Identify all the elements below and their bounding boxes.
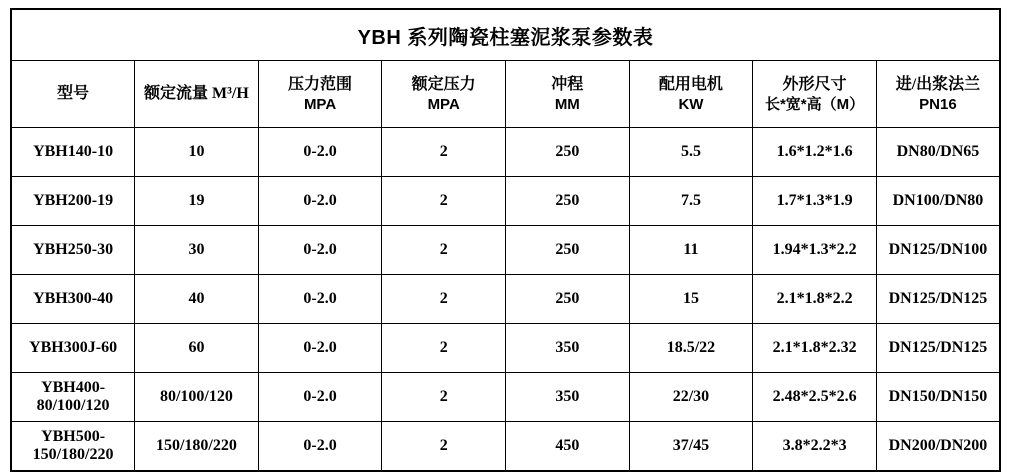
- cell-pressure-range: 0-2.0: [258, 177, 382, 226]
- column-header-motor-main: 配用电机: [658, 75, 723, 93]
- cell-rated-pressure: 2: [382, 226, 506, 275]
- cell-flange: DN80/DN65: [876, 128, 1000, 177]
- cell-model: YBH200-19: [11, 177, 135, 226]
- cell-model: YBH500-150/180/220: [11, 422, 135, 472]
- cell-rated-pressure: 2: [382, 128, 506, 177]
- column-header-rated-pressure-main: 额定压力: [411, 75, 476, 93]
- cell-rated-flow: 60: [135, 324, 259, 373]
- cell-dimensions: 2.1*1.8*2.2: [753, 275, 877, 324]
- table-title: YBH 系列陶瓷柱塞泥浆泵参数表: [11, 9, 1000, 61]
- table-header-row: [11, 61, 1000, 128]
- cell-dimensions: 3.8*2.2*3: [753, 422, 877, 472]
- cell-pressure-range: 0-2.0: [258, 275, 382, 324]
- cell-pressure-range: 0-2.0: [258, 422, 382, 472]
- table-row: [11, 177, 1000, 226]
- cell-rated-flow: 19: [135, 177, 259, 226]
- cell-motor: 18.5/22: [629, 324, 753, 373]
- column-header-model: [11, 61, 135, 128]
- table-row: [11, 226, 1000, 275]
- cell-stroke: 450: [506, 422, 630, 472]
- column-header-stroke: [506, 61, 630, 128]
- cell-dimensions: 2.48*2.5*2.6: [753, 373, 877, 422]
- cell-stroke: 350: [506, 373, 630, 422]
- cell-motor: 37/45: [629, 422, 753, 472]
- cell-rated-flow: 10: [135, 128, 259, 177]
- column-header-model-main: 型号: [57, 85, 90, 103]
- column-header-rated-pressure-sub: MPA: [427, 95, 460, 113]
- table-title-row: [11, 9, 1000, 61]
- cell-model: YBH300-40: [11, 275, 135, 324]
- cell-model: YBH400-80/100/120: [11, 373, 135, 422]
- cell-pressure-range: 0-2.0: [258, 324, 382, 373]
- table-row: [11, 324, 1000, 373]
- cell-rated-flow: 150/180/220: [135, 422, 259, 472]
- column-header-motor-sub: KW: [678, 95, 704, 113]
- table-row: [11, 422, 1000, 472]
- cell-rated-pressure: 2: [382, 324, 506, 373]
- column-header-flange-sub: PN16: [919, 95, 957, 113]
- cell-pressure-range: 0-2.0: [258, 373, 382, 422]
- cell-motor: 7.5: [629, 177, 753, 226]
- column-header-dimensions-sub: 长*宽*高（M）: [764, 95, 865, 113]
- cell-motor: 11: [629, 226, 753, 275]
- column-header-dimensions: [753, 61, 877, 128]
- column-header-pressure-range: [258, 61, 382, 128]
- cell-flange: DN200/DN200: [876, 422, 1000, 472]
- table-row: [11, 373, 1000, 422]
- cell-stroke: 250: [506, 226, 630, 275]
- column-header-pressure-range-main: 压力范围: [288, 75, 353, 93]
- table-row: [11, 128, 1000, 177]
- cell-stroke: 250: [506, 128, 630, 177]
- cell-dimensions: 2.1*1.8*2.32: [753, 324, 877, 373]
- cell-rated-pressure: 2: [382, 177, 506, 226]
- cell-rated-pressure: 2: [382, 373, 506, 422]
- cell-rated-pressure: 2: [382, 422, 506, 472]
- cell-rated-flow: 30: [135, 226, 259, 275]
- column-header-pressure-range-sub: MPA: [303, 95, 337, 113]
- table-row: [11, 275, 1000, 324]
- cell-rated-flow: 40: [135, 275, 259, 324]
- cell-model: YBH140-10: [11, 128, 135, 177]
- cell-flange: DN100/DN80: [876, 177, 1000, 226]
- cell-model: YBH300J-60: [11, 324, 135, 373]
- column-header-stroke-main: 冲程: [551, 75, 584, 93]
- cell-motor: 5.5: [629, 128, 753, 177]
- cell-motor: 22/30: [629, 373, 753, 422]
- column-header-flange: [876, 61, 1000, 128]
- specification-table: [10, 8, 1001, 472]
- cell-dimensions: 1.7*1.3*1.9: [753, 177, 877, 226]
- column-header-rated-flow-main: 额定流量 M³/H: [144, 85, 249, 103]
- cell-motor: 15: [629, 275, 753, 324]
- cell-rated-flow: 80/100/120: [135, 373, 259, 422]
- column-header-dimensions-main: 外形尺寸: [782, 75, 847, 93]
- column-header-rated-pressure: [382, 61, 506, 128]
- cell-stroke: 350: [506, 324, 630, 373]
- cell-flange: DN125/DN100: [876, 226, 1000, 275]
- cell-flange: DN125/DN125: [876, 324, 1000, 373]
- column-header-rated-flow: [135, 61, 259, 128]
- column-header-stroke-sub: MM: [554, 95, 580, 113]
- cell-model: YBH250-30: [11, 226, 135, 275]
- cell-dimensions: 1.6*1.2*1.6: [753, 128, 877, 177]
- cell-flange: DN125/DN125: [876, 275, 1000, 324]
- cell-stroke: 250: [506, 177, 630, 226]
- cell-dimensions: 1.94*1.3*2.2: [753, 226, 877, 275]
- cell-flange: DN150/DN150: [876, 373, 1000, 422]
- cell-pressure-range: 0-2.0: [258, 226, 382, 275]
- column-header-motor: [629, 61, 753, 128]
- cell-pressure-range: 0-2.0: [258, 128, 382, 177]
- cell-stroke: 250: [506, 275, 630, 324]
- cell-rated-pressure: 2: [382, 275, 506, 324]
- column-header-flange-main: 进/出浆法兰: [895, 75, 981, 93]
